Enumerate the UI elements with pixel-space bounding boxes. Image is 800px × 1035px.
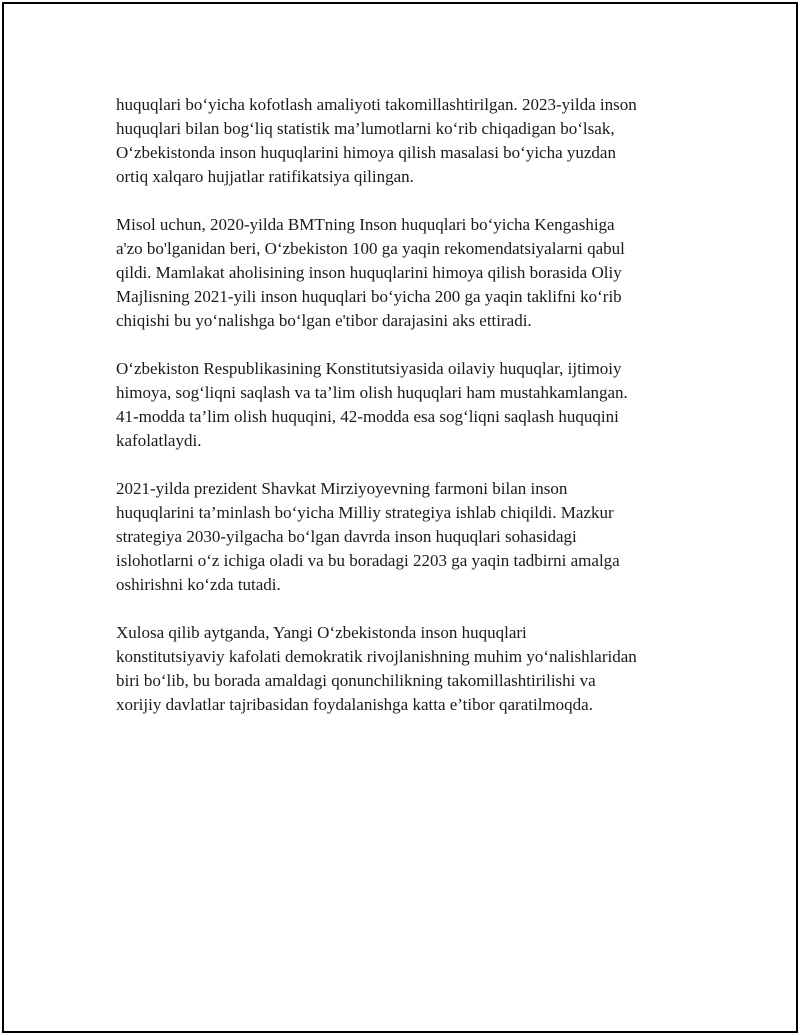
document-body — [116, 93, 696, 741]
paragraph-2: Misol uchun, 2020-yilda BMTning Inson huquqlari bo‘yicha Kengashiga a'zo bo'lganidan beri, O‘zbekiston 100 ga yaqin rekomendatsiyalarni qabul qildi. Mamlakat aholisining inson huquqlarini himoya qilish borasida Oliy Majlisning 2021-yili inson huquqlari bo‘yicha 200 ga yaqin taklifni ko‘rib chiqishi bu yo‘nalishga bo‘lgan e'tibor darajasini aks ettiradi. — [116, 215, 625, 330]
paragraph-5: Xulosa qilib aytganda, Yangi O‘zbekistonda inson huquqlari konstitutsiyaviy kafolati demokratik rivojlanishning muhim yo‘nalishlaridan biri bo‘lib, bu borada amaldagi qonunchilikning takomillashtirilishi va xorijiy davlatlar tajribasidan foydalanishga katta e’tibor qaratilmoqda. — [116, 623, 637, 714]
paragraph-4: 2021-yilda prezident Shavkat Mirziyoyevning farmoni bilan inson huquqlarini ta’minlash bo‘yicha Milliy strategiya ishlab chiqildi. Mazkur strategiya 2030-yilgacha bo‘lgan davrda inson huquqlari sohasidagi islohotlarni o‘z ichiga oladi va bu boradagi 2203 ga yaqin tadbirni amalga oshirishni ko‘zda tutadi. — [116, 479, 620, 594]
paragraph-3: O‘zbekiston Respublikasining Konstitutsiyasida oilaviy huquqlar, ijtimoiy himoya, sog‘liqni saqlash va ta’lim olish huquqlari ham mustahkamlangan. 41-modda ta’lim olish huquqini, 42-modda esa sog‘liqni saqlash huquqini kafolatlaydi. — [116, 359, 628, 450]
paragraph-1: huquqlari bo‘yicha kofotlash amaliyoti takomillashtirilgan. 2023-yilda inson huquqlari bilan bog‘liq statistik ma’lumotlarni ko‘rib chiqadigan bo‘lsak, O‘zbekistonda inson huquqlarini himoya qilish masalasi bo‘yicha yuzdan ortiq xalqaro hujjatlar ratifikatsiya qilingan. — [116, 95, 637, 186]
